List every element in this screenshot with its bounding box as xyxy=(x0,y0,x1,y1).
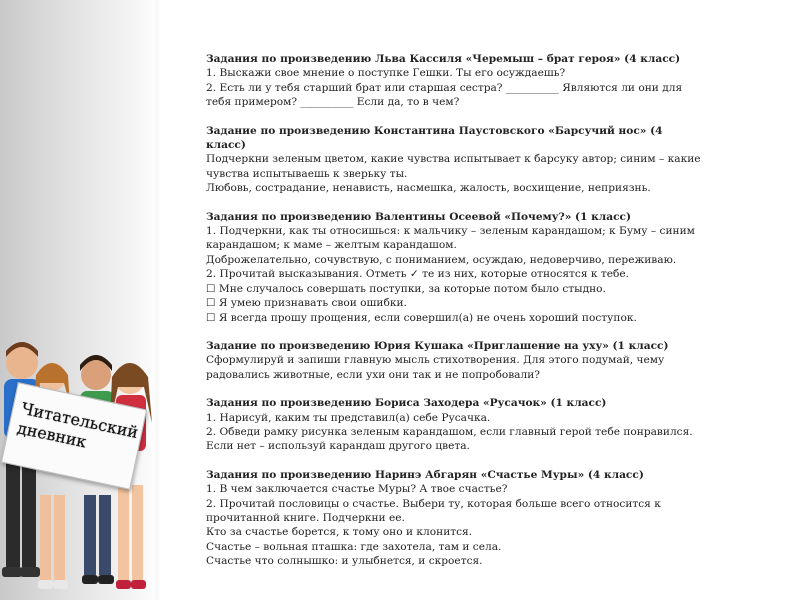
section-oseeva xyxy=(206,210,706,325)
proverb-line: Счастье – вольная пташка: где захотела, там и села. xyxy=(206,540,502,553)
section-abgaryan xyxy=(206,468,706,569)
section-line: 2. Прочитай высказывания. Отметь ✓ те из них, которые относятся к тебе. xyxy=(206,268,630,281)
checklist-item: ☐ Я всегда прошу прощения, если совершил(а) не очень хороший поступок. xyxy=(206,311,637,324)
checklist-item: ☐ Я умею признавать свои ошибки. xyxy=(206,297,407,310)
section-line: 1. Выскажи свое мнение о поступке Гешки. Ты его осуждаешь? xyxy=(206,67,566,80)
proverb-line: Кто за счастье борется, к тому оно и клонится. xyxy=(206,526,473,539)
section-line: 2. Прочитай пословицы о счастье. Выбери ту, которая больше всего относится к прочитанной книге. Подчеркни ее. xyxy=(206,497,661,524)
section-heading: Задания по произведению Наринэ Абгарян «Счастье Муры» (4 класс) xyxy=(206,468,644,481)
section-line: Доброжелательно, сочувствую, с пониманием, осуждаю, недоверчиво, переживаю. xyxy=(206,253,677,266)
assignments-document xyxy=(206,52,706,583)
section-heading: Задания по произведению Валентины Осеевой «Почему?» (1 класс) xyxy=(206,210,632,223)
section-heading: Задание по произведению Константина Паустовского «Барсучий нос» (4 класс) xyxy=(206,124,663,152)
section-heading: Задания по произведению Льва Кассиля «Черемыш – брат героя» (4 класс) xyxy=(206,53,681,65)
section-line: 1. Подчеркни, как ты относишься: к мальчику – зеленым карандашом; к Буму – синим карандашом; к маме – желтым карандашом. xyxy=(206,225,695,252)
section-line: 2. Обведи рамку рисунка зеленым карандашом, если главный герой тебе понравился. Если нет – используй карандаш другого цвета. xyxy=(206,425,693,453)
proverb-line: Счастье что солнышко: и улыбнется, и скроется. xyxy=(206,555,483,568)
section-line: Сформулируй и запиши главную мысль стихотворения. Для этого подумай, чему радовались животные, если ухи они так и не попробовали? xyxy=(206,354,665,381)
checklist-item: ☐ Мне случалось совершать поступки, за которые потом было стыдно. xyxy=(206,282,606,295)
section-kushak xyxy=(206,339,706,382)
section-line: Любовь, сострадание, ненависть, насмешка, жалость, восхищение, неприязнь. xyxy=(206,182,651,195)
section-line: 1. В чем заключается счастье Муры? А твое счастье? xyxy=(206,483,508,496)
section-heading: Задания по произведению Бориса Заходера «Русачок» (1 класс) xyxy=(206,397,607,410)
section-line: 1. Нарисуй, каким ты представил(а) себе Русачка. xyxy=(206,411,491,424)
section-kassil xyxy=(206,52,706,110)
sign-title: Читательский дневник xyxy=(15,398,140,452)
section-paustovsky xyxy=(206,124,706,196)
section-zakhoder xyxy=(206,396,706,454)
section-line: 2. Есть ли у тебя старший брат или старшая сестра? __________ Являются ли они для тебя примером? __________ Если да, то в чем? xyxy=(206,81,683,109)
section-heading: Задание по произведению Юрия Кушака «Приглашение на уху» (1 класс) xyxy=(206,339,669,352)
section-line: Подчеркни зеленым цветом, какие чувства испытывает к барсуку автор; синим – какие чувства испытываешь к зверьку ты. xyxy=(206,153,701,180)
